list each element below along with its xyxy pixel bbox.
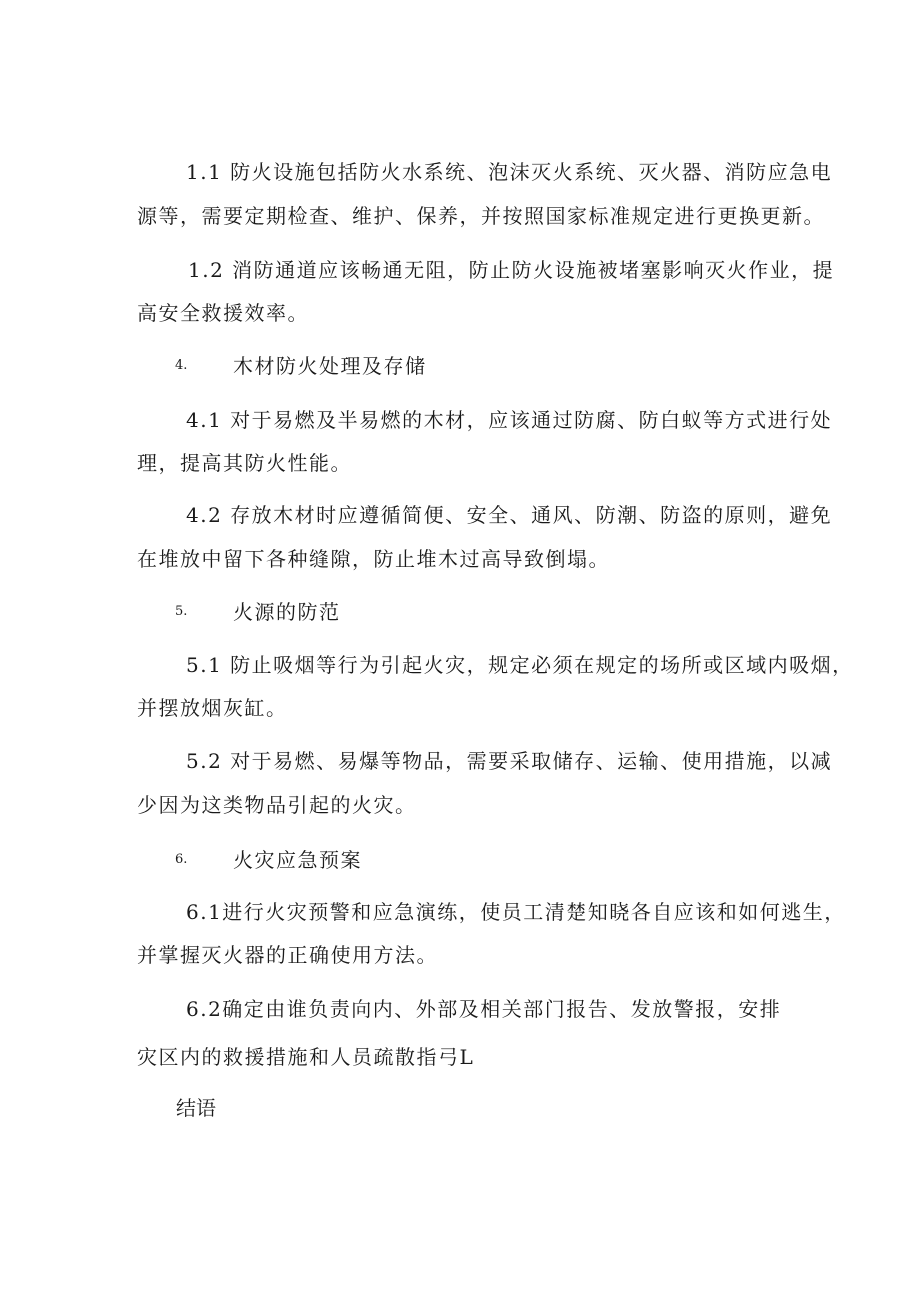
- heading-6-number: 6.: [175, 852, 188, 867]
- paragraph-4-1-line-1: 4.1 对于易燃及半易燃的木材，应该通过防腐、防白蚁等方式进行处: [186, 408, 833, 432]
- paragraph-1-2-line-1: 1.2 消防通道应该畅通无阻，防止防火设施被堵塞影响灭火作业，提: [188, 258, 835, 282]
- paragraph-5-1-line-2: 并摆放烟灰缸。: [137, 696, 288, 720]
- paragraph-5-2-line-2: 少因为这类物品引起的火灾。: [137, 793, 417, 817]
- paragraph-1-1-line-1: 1.1 防火设施包括防火水系统、泡沫灭火系统、灭火器、消防应急电: [186, 160, 833, 184]
- heading-4-number: 4.: [175, 358, 188, 373]
- paragraph-5-1-line-1: 5.1 防止吸烟等行为引起火灾，规定必须在规定的场所或区域内吸烟，: [186, 653, 854, 677]
- paragraph-4-2-line-2: 在堆放中留下各种缝隙，防止堆木过高导致倒塌。: [137, 547, 610, 571]
- heading-5-title: 火源的防范: [233, 600, 341, 624]
- paragraph-1-1-line-2: 源等，需要定期检查、维护、保养，并按照国家标准规定进行更换更新。: [137, 204, 825, 228]
- heading-6-title: 火灾应急预案: [233, 848, 362, 872]
- heading-5-number: 5.: [175, 604, 188, 619]
- paragraph-6-1-line-2: 并掌握灭火器的正确使用方法。: [137, 943, 438, 967]
- paragraph-5-2-line-1: 5.2 对于易燃、易爆等物品，需要采取储存、运输、使用措施，以减: [186, 749, 833, 773]
- paragraph-6-2-line-1: 6.2确定由谁负责向内、外部及相关部门报告、发放警报，安排: [186, 997, 782, 1021]
- paragraph-6-2-line-2: 灾区内的救援措施和人员疏散指弓L: [137, 1045, 475, 1069]
- paragraph-6-1-line-1: 6.1进行火灾预警和应急演练，使员工清楚知晓各自应该和如何逃生，: [186, 900, 846, 924]
- paragraph-4-2-line-1: 4.2 存放木材时应遵循简便、安全、通风、防潮、防盗的原则，避免: [186, 503, 833, 527]
- closing-heading: 结语: [176, 1096, 216, 1120]
- heading-4-title: 木材防火处理及存储: [233, 354, 427, 378]
- paragraph-4-1-line-2: 理，提高其防火性能。: [137, 451, 352, 475]
- paragraph-1-2-line-2: 高安全救援效率。: [137, 301, 309, 325]
